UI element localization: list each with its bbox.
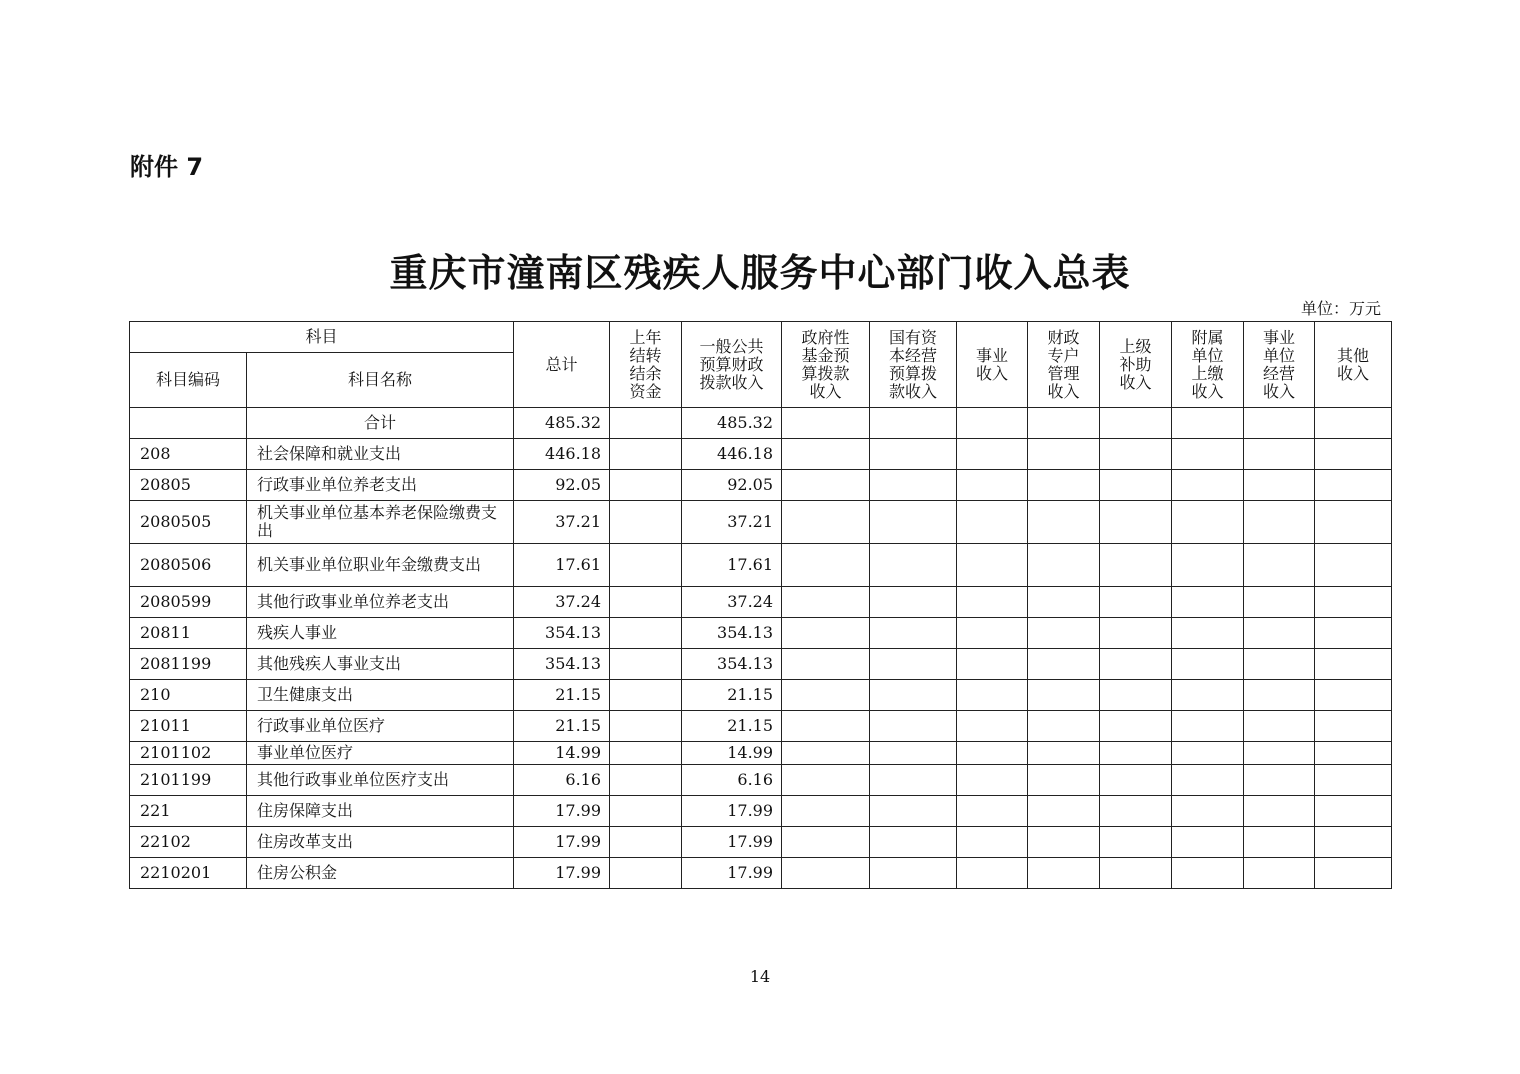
empty-cell xyxy=(957,827,1028,858)
empty-cell xyxy=(1100,544,1172,587)
subject-name-cell: 行政事业单位医疗 xyxy=(247,711,514,742)
table-row xyxy=(130,587,1392,618)
empty-cell xyxy=(1315,544,1392,587)
empty-cell xyxy=(957,439,1028,470)
table-row xyxy=(130,501,1392,544)
empty-cell xyxy=(870,544,957,587)
empty-cell xyxy=(870,680,957,711)
general-budget-cell: 6.16 xyxy=(682,765,782,796)
total-cell: 37.21 xyxy=(514,501,610,544)
empty-cell xyxy=(1244,827,1315,858)
subject-name-cell: 事业单位医疗 xyxy=(247,742,514,765)
empty-cell xyxy=(1172,742,1244,765)
empty-cell xyxy=(1315,649,1392,680)
empty-cell xyxy=(610,501,682,544)
subject-code-cell: 2101199 xyxy=(130,765,247,796)
subject-name-cell: 住房公积金 xyxy=(247,858,514,889)
empty-cell xyxy=(1315,711,1392,742)
empty-cell xyxy=(1244,618,1315,649)
empty-cell xyxy=(1028,439,1100,470)
empty-cell xyxy=(1172,618,1244,649)
empty-cell xyxy=(870,858,957,889)
income-table xyxy=(129,321,1392,889)
empty-cell xyxy=(610,765,682,796)
unit-label: 单位：万元 xyxy=(1300,299,1381,318)
empty-cell xyxy=(1172,408,1244,439)
empty-cell xyxy=(957,587,1028,618)
empty-cell xyxy=(1100,649,1172,680)
empty-cell xyxy=(1100,501,1172,544)
empty-cell xyxy=(1028,711,1100,742)
empty-cell xyxy=(1100,587,1172,618)
empty-cell xyxy=(782,680,870,711)
empty-cell xyxy=(610,827,682,858)
empty-cell xyxy=(957,796,1028,827)
empty-cell xyxy=(957,618,1028,649)
empty-cell xyxy=(957,711,1028,742)
total-cell: 17.61 xyxy=(514,544,610,587)
table-row xyxy=(130,680,1392,711)
empty-cell xyxy=(870,501,957,544)
header-fiscal-account: 财政 专户 管理 收入 xyxy=(1028,322,1100,408)
empty-cell xyxy=(610,408,682,439)
general-budget-cell: 446.18 xyxy=(682,439,782,470)
table-row xyxy=(130,470,1392,501)
total-label: 合计 xyxy=(247,408,514,439)
total-row xyxy=(130,408,1392,439)
subject-name-cell: 住房保障支出 xyxy=(247,796,514,827)
empty-cell xyxy=(1244,544,1315,587)
empty-cell xyxy=(1028,408,1100,439)
subject-name-cell: 住房改革支出 xyxy=(247,827,514,858)
empty-cell xyxy=(1100,408,1172,439)
empty-cell xyxy=(1244,742,1315,765)
table-row xyxy=(130,439,1392,470)
general-budget-cell: 37.24 xyxy=(682,587,782,618)
empty-cell xyxy=(782,765,870,796)
subject-code-cell: 2081199 xyxy=(130,649,247,680)
empty-cell xyxy=(782,587,870,618)
general-budget-cell: 92.05 xyxy=(682,470,782,501)
empty-cell xyxy=(870,470,957,501)
empty-cell xyxy=(782,827,870,858)
empty-cell xyxy=(782,796,870,827)
empty-cell xyxy=(1028,501,1100,544)
empty-cell xyxy=(1100,470,1172,501)
total-cell: 17.99 xyxy=(514,827,610,858)
total-general-budget: 485.32 xyxy=(682,408,782,439)
empty-cell xyxy=(610,649,682,680)
empty-cell xyxy=(1028,742,1100,765)
empty-cell xyxy=(610,618,682,649)
page-number: 14 xyxy=(749,967,771,986)
empty-cell xyxy=(1244,796,1315,827)
subject-code-cell: 20805 xyxy=(130,470,247,501)
empty-cell xyxy=(1244,470,1315,501)
empty-cell xyxy=(1028,827,1100,858)
total-cell: 17.99 xyxy=(514,796,610,827)
empty-cell xyxy=(870,618,957,649)
subject-name-cell: 残疾人事业 xyxy=(247,618,514,649)
header-subject-name: 科目名称 xyxy=(247,353,514,408)
total-cell: 21.15 xyxy=(514,711,610,742)
empty-cell xyxy=(957,858,1028,889)
empty-cell xyxy=(1100,680,1172,711)
empty-cell xyxy=(1244,587,1315,618)
empty-cell xyxy=(1172,680,1244,711)
subject-code-cell: 2080506 xyxy=(130,544,247,587)
empty-cell xyxy=(1244,858,1315,889)
subject-code-cell: 221 xyxy=(130,796,247,827)
header-general-budget: 一般公共 预算财政 拨款收入 xyxy=(682,322,782,408)
empty-cell xyxy=(1028,796,1100,827)
empty-cell xyxy=(610,680,682,711)
empty-cell xyxy=(1028,765,1100,796)
general-budget-cell: 37.21 xyxy=(682,501,782,544)
total-cell: 14.99 xyxy=(514,742,610,765)
total-code-cell xyxy=(130,408,247,439)
header-business-income: 事业 收入 xyxy=(957,322,1028,408)
total-cell: 17.99 xyxy=(514,858,610,889)
general-budget-cell: 17.99 xyxy=(682,796,782,827)
empty-cell xyxy=(1172,587,1244,618)
table-row xyxy=(130,796,1392,827)
empty-cell xyxy=(1172,796,1244,827)
empty-cell xyxy=(610,587,682,618)
total-cell: 6.16 xyxy=(514,765,610,796)
empty-cell xyxy=(1244,711,1315,742)
empty-cell xyxy=(1100,618,1172,649)
table-row xyxy=(130,618,1392,649)
empty-cell xyxy=(870,649,957,680)
empty-cell xyxy=(1315,501,1392,544)
empty-cell xyxy=(957,501,1028,544)
header-total: 总计 xyxy=(514,322,610,408)
general-budget-cell: 21.15 xyxy=(682,711,782,742)
empty-cell xyxy=(782,649,870,680)
empty-cell xyxy=(1315,587,1392,618)
empty-cell xyxy=(782,408,870,439)
empty-cell xyxy=(782,439,870,470)
table-row xyxy=(130,858,1392,889)
empty-cell xyxy=(610,470,682,501)
empty-cell xyxy=(782,711,870,742)
general-budget-cell: 14.99 xyxy=(682,742,782,765)
total-cell: 354.13 xyxy=(514,618,610,649)
empty-cell xyxy=(1244,765,1315,796)
empty-cell xyxy=(1172,501,1244,544)
general-budget-cell: 354.13 xyxy=(682,649,782,680)
subject-name-cell: 行政事业单位养老支出 xyxy=(247,470,514,501)
empty-cell xyxy=(870,711,957,742)
empty-cell xyxy=(1172,649,1244,680)
empty-cell xyxy=(1244,501,1315,544)
empty-cell xyxy=(1172,544,1244,587)
subject-code-cell: 210 xyxy=(130,680,247,711)
empty-cell xyxy=(1244,649,1315,680)
empty-cell xyxy=(1100,827,1172,858)
subject-code-cell: 208 xyxy=(130,439,247,470)
header-superior-subsidy: 上级 补助 收入 xyxy=(1100,322,1172,408)
total-total: 485.32 xyxy=(514,408,610,439)
general-budget-cell: 17.99 xyxy=(682,858,782,889)
general-budget-cell: 21.15 xyxy=(682,680,782,711)
empty-cell xyxy=(1028,587,1100,618)
subject-name-cell: 卫生健康支出 xyxy=(247,680,514,711)
empty-cell xyxy=(782,470,870,501)
header-other-income: 其他 收入 xyxy=(1315,322,1392,408)
table-row xyxy=(130,827,1392,858)
empty-cell xyxy=(1172,858,1244,889)
empty-cell xyxy=(610,742,682,765)
header-subject: 科目 xyxy=(130,322,514,353)
empty-cell xyxy=(1028,470,1100,501)
header-business-operation: 事业 单位 经营 收入 xyxy=(1244,322,1315,408)
subject-name-cell: 社会保障和就业支出 xyxy=(247,439,514,470)
table-row xyxy=(130,544,1392,587)
empty-cell xyxy=(1172,711,1244,742)
empty-cell xyxy=(1315,408,1392,439)
table-row xyxy=(130,711,1392,742)
subject-code-cell: 20811 xyxy=(130,618,247,649)
empty-cell xyxy=(1028,649,1100,680)
empty-cell xyxy=(610,439,682,470)
subject-name-cell: 其他行政事业单位养老支出 xyxy=(247,587,514,618)
empty-cell xyxy=(1028,544,1100,587)
empty-cell xyxy=(1315,858,1392,889)
empty-cell xyxy=(782,544,870,587)
empty-cell xyxy=(1244,680,1315,711)
empty-cell xyxy=(1028,858,1100,889)
subject-name-cell: 其他残疾人事业支出 xyxy=(247,649,514,680)
empty-cell xyxy=(1315,742,1392,765)
page-title: 重庆市潼南区残疾人服务中心部门收入总表 xyxy=(389,250,1131,295)
empty-cell xyxy=(610,858,682,889)
empty-cell xyxy=(1172,765,1244,796)
empty-cell xyxy=(1100,765,1172,796)
subject-code-cell: 2101102 xyxy=(130,742,247,765)
total-cell: 21.15 xyxy=(514,680,610,711)
empty-cell xyxy=(870,439,957,470)
subject-code-cell: 21011 xyxy=(130,711,247,742)
empty-cell xyxy=(1100,858,1172,889)
header-affiliated-payment: 附属 单位 上缴 收入 xyxy=(1172,322,1244,408)
empty-cell xyxy=(957,470,1028,501)
empty-cell xyxy=(782,501,870,544)
empty-cell xyxy=(957,544,1028,587)
header-subject-code: 科目编码 xyxy=(130,353,247,408)
header-gov-fund: 政府性 基金预 算拨款 收入 xyxy=(782,322,870,408)
empty-cell xyxy=(1172,827,1244,858)
header-state-capital: 国有资 本经营 预算拨 款收入 xyxy=(870,322,957,408)
subject-name-cell: 机关事业单位基本养老保险缴费支出 xyxy=(247,501,514,544)
empty-cell xyxy=(1315,796,1392,827)
general-budget-cell: 17.61 xyxy=(682,544,782,587)
subject-name-cell: 机关事业单位职业年金缴费支出 xyxy=(247,544,514,587)
header-prev-year-balance: 上年 结转 结余 资金 xyxy=(610,322,682,408)
empty-cell xyxy=(1315,618,1392,649)
empty-cell xyxy=(610,544,682,587)
empty-cell xyxy=(870,587,957,618)
empty-cell xyxy=(957,408,1028,439)
empty-cell xyxy=(870,827,957,858)
empty-cell xyxy=(957,680,1028,711)
table-row xyxy=(130,765,1392,796)
total-cell: 354.13 xyxy=(514,649,610,680)
total-cell: 446.18 xyxy=(514,439,610,470)
empty-cell xyxy=(782,858,870,889)
general-budget-cell: 354.13 xyxy=(682,618,782,649)
subject-name-cell: 其他行政事业单位医疗支出 xyxy=(247,765,514,796)
subject-code-cell: 22102 xyxy=(130,827,247,858)
empty-cell xyxy=(1315,680,1392,711)
empty-cell xyxy=(957,765,1028,796)
empty-cell xyxy=(957,649,1028,680)
table-row xyxy=(130,742,1392,765)
empty-cell xyxy=(1244,439,1315,470)
empty-cell xyxy=(1028,680,1100,711)
empty-cell xyxy=(1172,470,1244,501)
empty-cell xyxy=(1315,439,1392,470)
general-budget-cell: 17.99 xyxy=(682,827,782,858)
empty-cell xyxy=(1100,742,1172,765)
empty-cell xyxy=(870,796,957,827)
table-row xyxy=(130,649,1392,680)
subject-code-cell: 2080599 xyxy=(130,587,247,618)
empty-cell xyxy=(610,711,682,742)
empty-cell xyxy=(1100,796,1172,827)
empty-cell xyxy=(610,796,682,827)
empty-cell xyxy=(870,408,957,439)
empty-cell xyxy=(1315,765,1392,796)
empty-cell xyxy=(1244,408,1315,439)
total-cell: 92.05 xyxy=(514,470,610,501)
empty-cell xyxy=(1172,439,1244,470)
empty-cell xyxy=(1028,618,1100,649)
empty-cell xyxy=(1315,470,1392,501)
empty-cell xyxy=(870,765,957,796)
empty-cell xyxy=(1100,711,1172,742)
empty-cell xyxy=(870,742,957,765)
empty-cell xyxy=(957,742,1028,765)
attachment-label: 附件 7 xyxy=(130,153,204,181)
empty-cell xyxy=(782,618,870,649)
total-cell: 37.24 xyxy=(514,587,610,618)
empty-cell xyxy=(1315,827,1392,858)
subject-code-cell: 2080505 xyxy=(130,501,247,544)
empty-cell xyxy=(782,742,870,765)
empty-cell xyxy=(1100,439,1172,470)
subject-code-cell: 2210201 xyxy=(130,858,247,889)
